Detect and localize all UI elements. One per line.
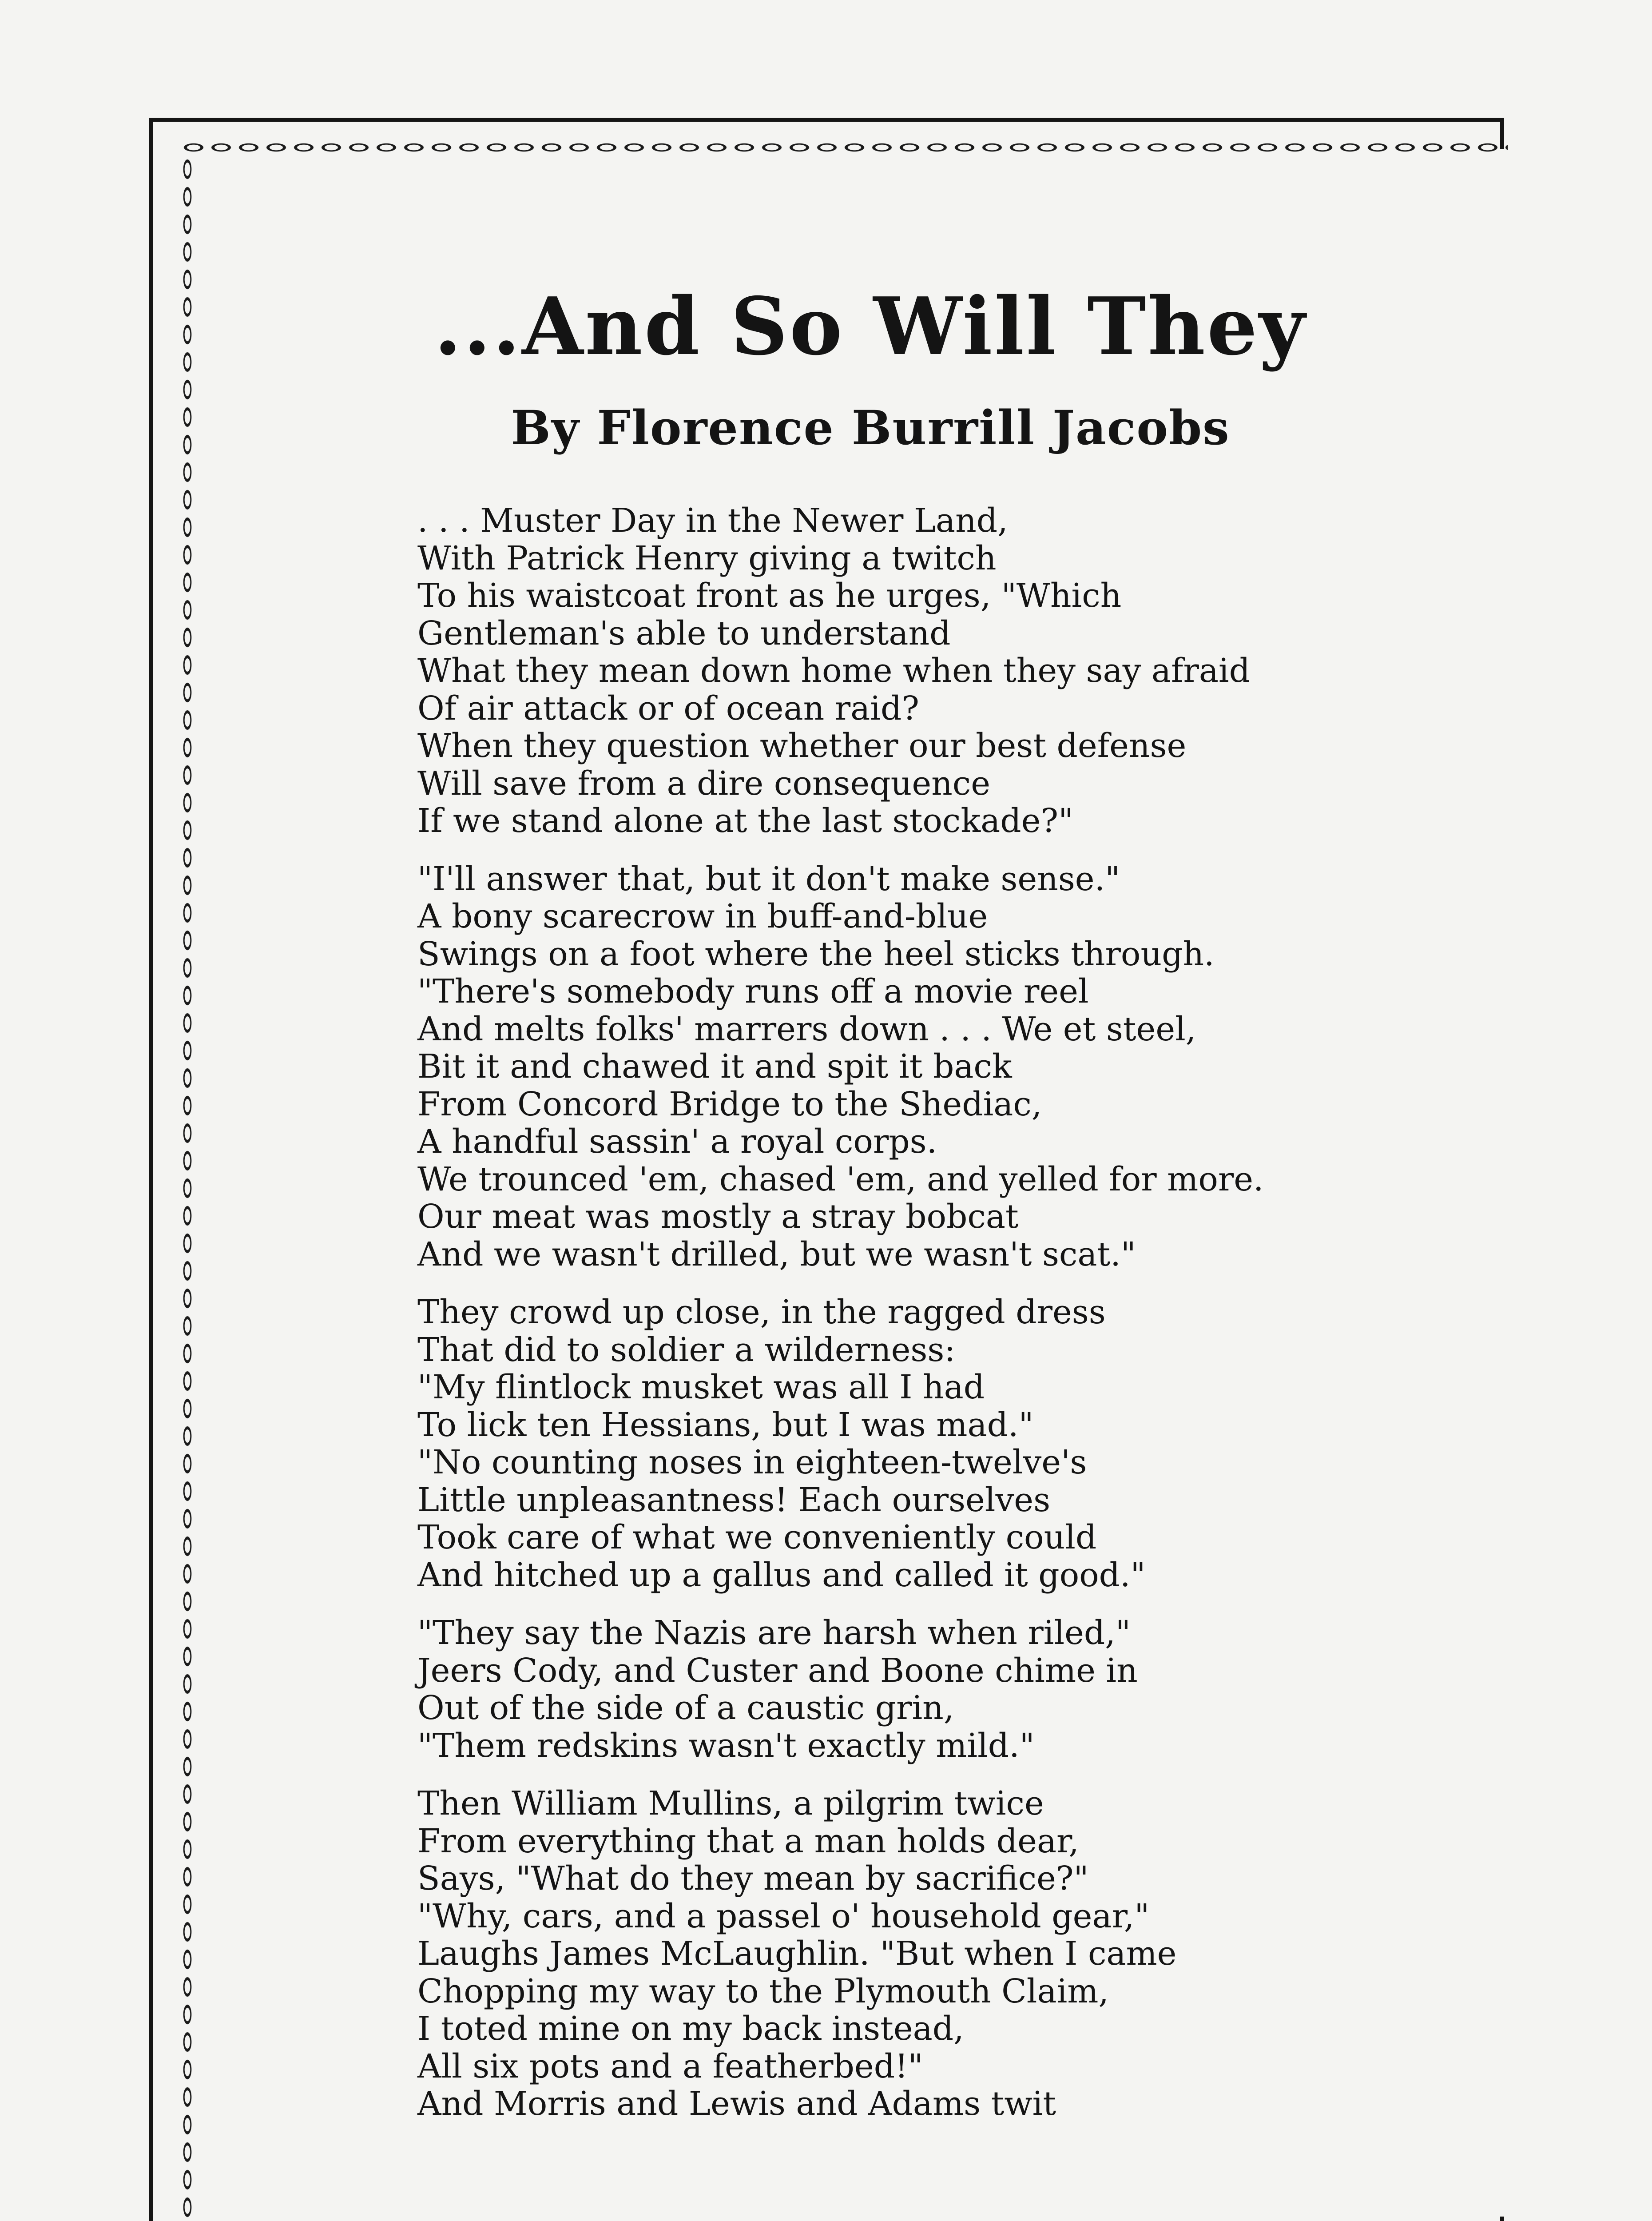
poem-line: Swings on a foot where the heel sticks through. [417,935,1215,973]
poem-line: Little unpleasantness! Each ourselves [417,1481,1051,1519]
poem-line: A bony scarecrow in buff-and-blue [417,897,988,935]
frame-corner-bottom-right [1500,2217,1504,2221]
poem-line: All six pots and a featherbed!" [417,2047,923,2086]
poem-line: When they question whether our best defense [417,727,1187,765]
poem-line: "They say the Nazis are harsh when riled," [417,1614,1131,1652]
poem-line: They crowd up close, in the ragged dress [417,1293,1106,1331]
poem-line: . . . Muster Day in the Newer Land, [417,502,1008,540]
poem-line: We trounced 'em, chased 'em, and yelled for more. [417,1160,1264,1198]
poem-line: Took care of what we conveniently could [417,1518,1097,1556]
poem-line: Jeers Cody, and Custer and Boone chime in [417,1651,1138,1690]
poem-line: "There's somebody runs off a movie reel [417,972,1089,1011]
poem-line: "Them redskins wasn't exactly mild." [417,1726,1035,1765]
poem-line: What they mean down home when they say afraid [417,652,1250,690]
stanza-5 [417,1785,1439,2123]
poem-line: To lick ten Hessians, but I was mad." [417,1405,1034,1444]
poem-body [417,502,1439,2143]
poem-line: Our meat was mostly a stray bobcat [417,1198,1019,1236]
poem-line: With Patrick Henry giving a twitch [417,539,997,577]
stanza-1 [417,502,1439,840]
poem-title: ...And So Will They [434,280,1307,373]
poem-line: Chopping my way to the Plymouth Claim, [417,1972,1109,2010]
poem-line: A handful sassin' a royal corps. [417,1122,937,1161]
poem-line: "My flintlock musket was all I had [417,1368,985,1406]
poem-line: I toted mine on my back instead, [417,2010,964,2048]
stanza-2 [417,860,1439,1274]
poem-line: That did to soldier a wilderness: [417,1330,956,1369]
stanza-4 [417,1614,1439,1764]
poem-line: If we stand alone at the last stockade?" [417,802,1074,840]
poem-line: Will save from a dire consequence [417,764,991,803]
poem-line: Of air attack or of ocean raid? [417,689,919,728]
poem-line: And Morris and Lewis and Adams twit [417,2085,1056,2123]
chain-border-top [180,140,1508,155]
poem-line: Bit it and chawed it and spit it back [417,1047,1012,1086]
poem-line: "I'll answer that, but it don't make sense." [417,860,1120,898]
poem-line: "Why, cars, and a passel o' household gear," [417,1897,1150,1935]
chain-border-left [180,155,195,2221]
poem-line: And melts folks' marrers down . . . We et steel, [417,1010,1196,1048]
poem-line: And we wasn't drilled, but we wasn't scat." [417,1235,1136,1274]
poem-line: "No counting noses in eighteen-twelve's [417,1443,1087,1481]
poem-line: To his waistcoat front as he urges, "Which [417,577,1122,615]
poem-line: Then William Mullins, a pilgrim twice [417,1784,1044,1823]
poem-line: And hitched up a gallus and called it good." [417,1556,1146,1594]
poem-line: Out of the side of a caustic grin, [417,1689,954,1727]
stanza-3 [417,1294,1439,1594]
poem-byline: By Florence Burrill Jacobs [511,400,1230,455]
poem-line: Laughs James McLaughlin. "But when I came [417,1934,1177,1973]
poem-line: Says, "What do they mean by sacrifice?" [417,1859,1089,1898]
poem-line: From everything that a man holds dear, [417,1822,1079,1860]
poem-line: From Concord Bridge to the Shediac, [417,1085,1042,1123]
poem-line: Gentleman's able to understand [417,614,951,653]
